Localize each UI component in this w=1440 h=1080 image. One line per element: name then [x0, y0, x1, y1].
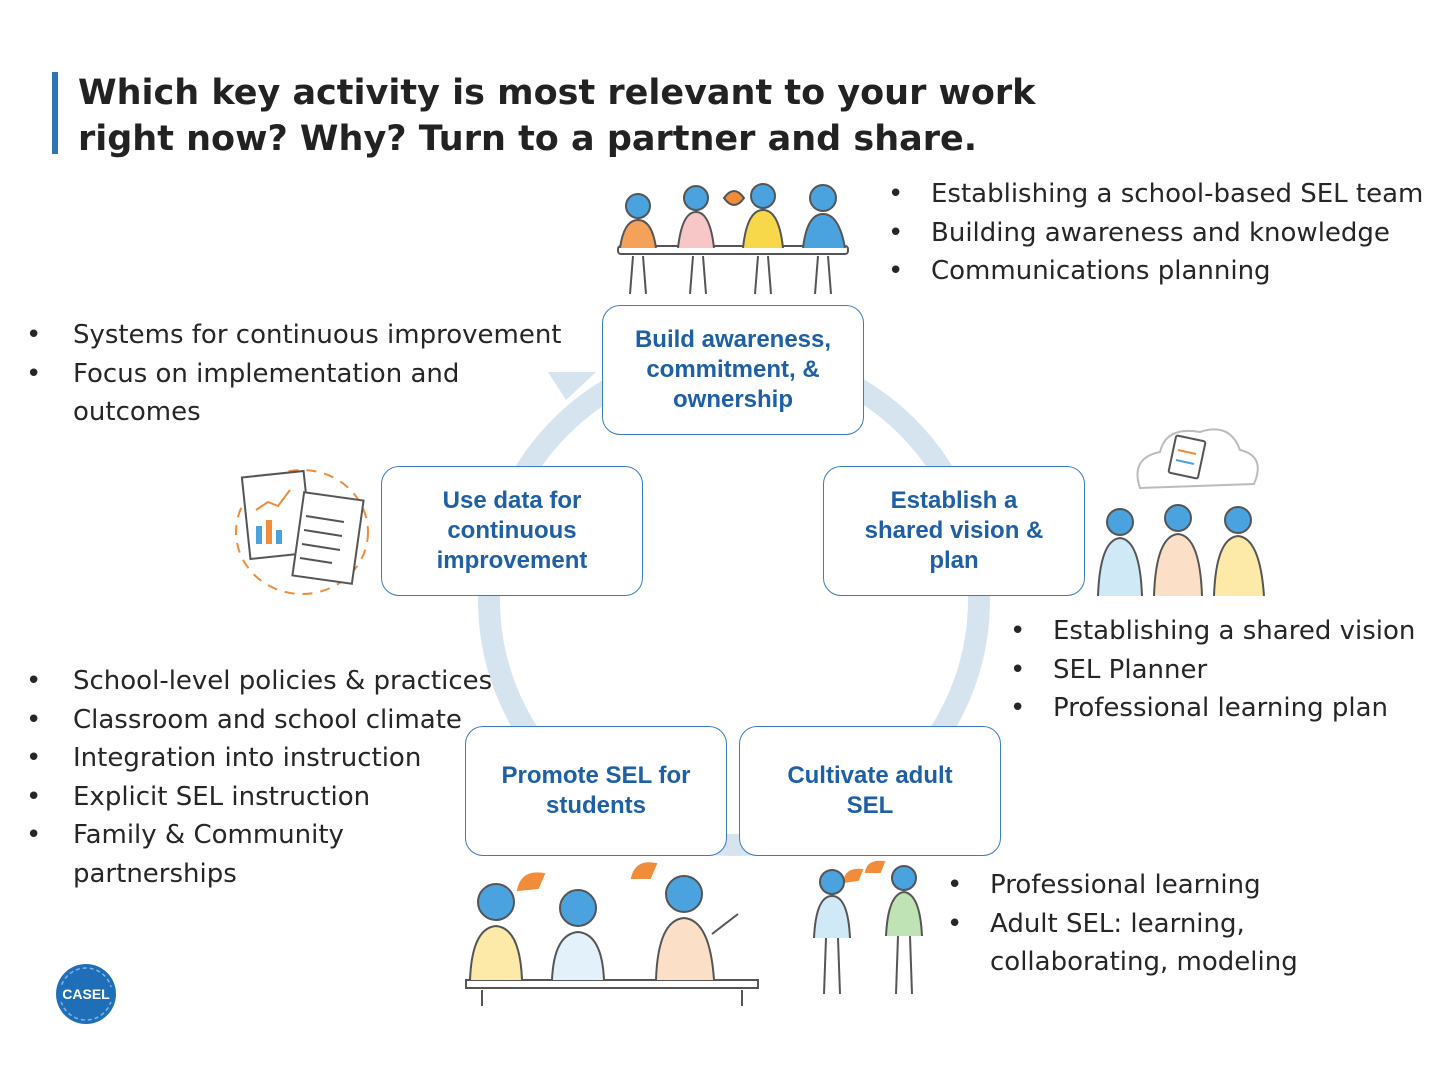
list-item: • Family & Community partnerships	[27, 816, 373, 893]
list-build-awareness	[887, 175, 1437, 291]
list-item: • Building awareness and knowledge	[887, 214, 1437, 253]
list-use-data	[27, 316, 587, 432]
casel-logo-text: CASEL	[62, 986, 110, 1002]
slide-title: Which key activity is most relevant to your work right now? Why? Turn to a partner and share.	[78, 73, 1036, 159]
list-item: • SEL Planner	[1009, 651, 1429, 690]
list-shared-vision	[1009, 612, 1429, 728]
list-item: • Explicit SEL instruction	[27, 778, 497, 817]
list-item: • Communications planning	[887, 252, 1437, 291]
list-promote-sel	[27, 662, 497, 893]
team-meeting-icon	[608, 168, 860, 300]
data-reports-icon	[232, 460, 372, 600]
list-item: • Classroom and school climate	[27, 701, 497, 740]
list-item: • Establishing a shared vision	[1009, 612, 1429, 651]
adults-conversation-icon	[806, 858, 936, 998]
box-build-awareness: Build awareness, commitment, & ownership	[602, 305, 864, 435]
box-use-data: Use data for continuous improvement	[381, 466, 643, 596]
casel-logo	[55, 963, 117, 1025]
planning-group-icon	[1090, 418, 1280, 596]
list-item: • School-level policies & practices	[27, 662, 497, 701]
box-shared-vision: Establish a shared vision & plan	[823, 466, 1085, 596]
list-adult-sel	[946, 866, 1326, 982]
list-item: • Professional learning	[946, 866, 1326, 905]
box-promote-sel-students: Promote SEL for students	[465, 726, 727, 856]
list-item: • Professional learning plan	[1009, 689, 1429, 728]
list-item: • Systems for continuous improvement	[27, 316, 587, 355]
list-item: • Integration into instruction	[27, 739, 497, 778]
students-discussion-icon	[462, 858, 762, 1008]
box-cultivate-adult-sel: Cultivate adult SEL	[739, 726, 1001, 856]
list-item: • Focus on implementation and outcomes	[27, 355, 493, 432]
list-item: • Adult SEL: learning, collaborating, modeling	[946, 905, 1320, 982]
list-item: • Establishing a school-based SEL team	[887, 175, 1437, 214]
